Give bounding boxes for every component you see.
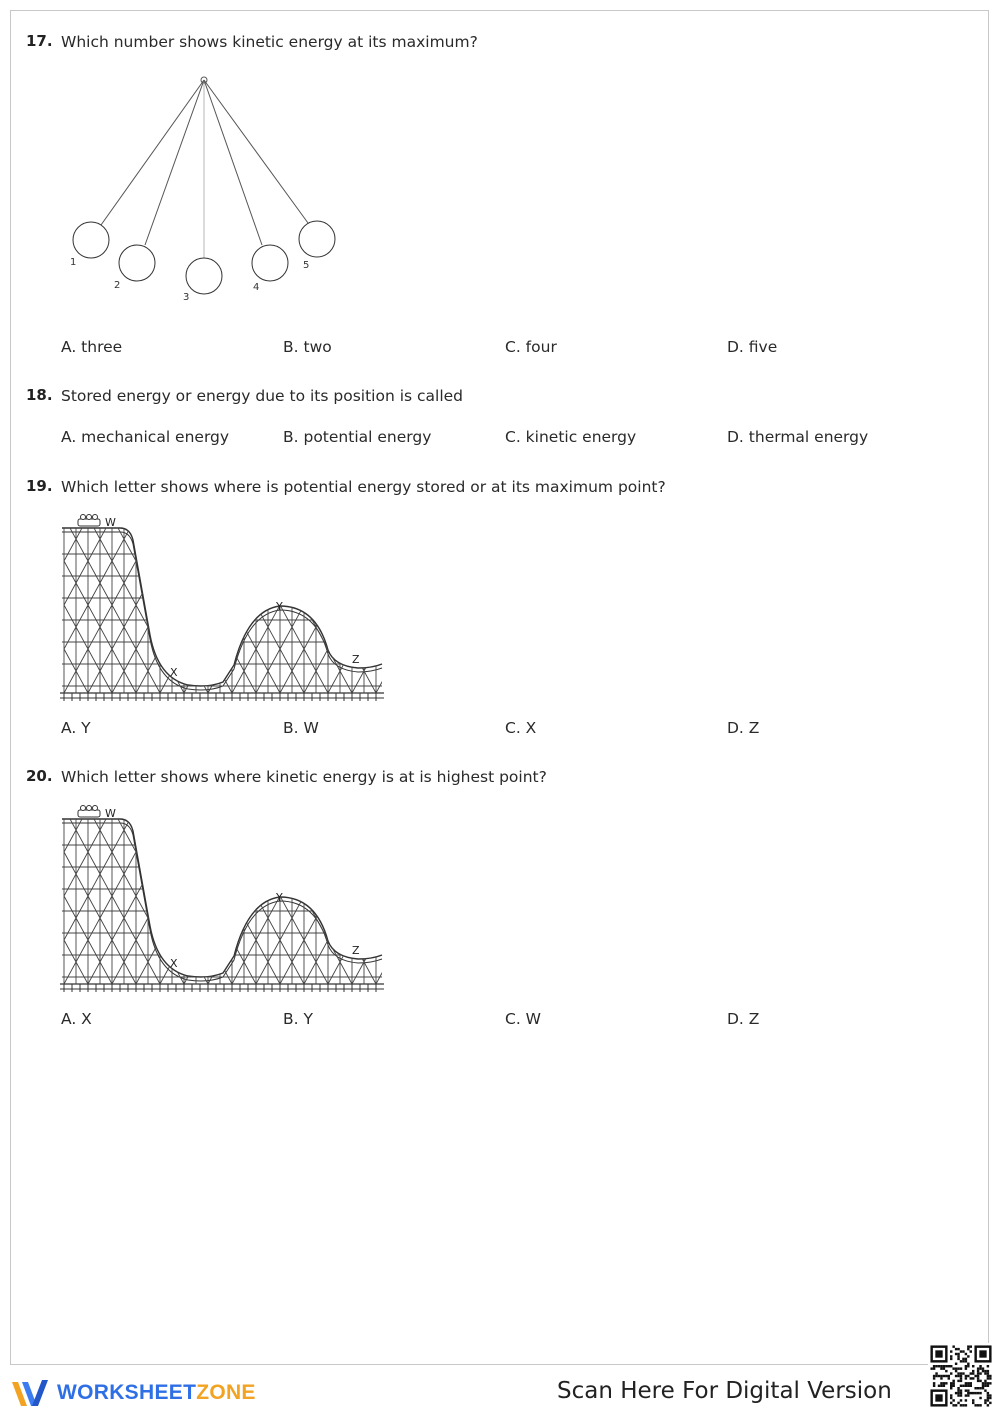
option-c[interactable]: C. X xyxy=(505,719,537,737)
question-text: Which letter shows where kinetic energy is at is highest point? xyxy=(61,768,547,786)
logo-wordmark xyxy=(57,1381,256,1405)
question-text: Stored energy or energy due to its position is called xyxy=(61,387,464,405)
option-d[interactable]: D. thermal energy xyxy=(727,428,869,446)
question-text: Which letter shows where is potential energy stored or at its maximum point? xyxy=(61,478,666,496)
option-d[interactable]: D. Z xyxy=(727,719,760,737)
coaster-label-y: Y xyxy=(276,600,283,613)
option-a[interactable]: A. three xyxy=(61,338,123,356)
option-b[interactable]: B. two xyxy=(283,338,332,356)
option-c[interactable]: C. W xyxy=(505,1010,542,1028)
option-a[interactable]: A. X xyxy=(61,1010,92,1028)
answer-options-20 xyxy=(61,1010,961,1032)
logo-word-worksheet: WORKSHEET xyxy=(57,1381,197,1404)
worksheetzone-logo[interactable] xyxy=(10,1376,270,1410)
option-c[interactable]: C. kinetic energy xyxy=(505,428,637,446)
option-a[interactable]: A. mechanical energy xyxy=(61,428,230,446)
coaster-label-y: Y xyxy=(276,891,283,904)
scan-instruction: Scan Here For Digital Version xyxy=(557,1378,892,1404)
coaster-label-x: X xyxy=(170,957,178,970)
option-a[interactable]: A. Y xyxy=(61,719,91,737)
answer-options-18 xyxy=(61,428,961,450)
logo-word-zone: ZONE xyxy=(196,1381,256,1404)
pendulum-bob-1 xyxy=(73,222,109,258)
option-d[interactable]: D. Z xyxy=(727,1010,760,1028)
pendulum-figure xyxy=(60,72,350,307)
pendulum-label-3: 3 xyxy=(183,292,190,303)
coaster-label-z: Z xyxy=(352,653,360,666)
pendulum-label-2: 2 xyxy=(114,280,121,291)
option-c[interactable]: C. four xyxy=(505,338,557,356)
question-number: 19. xyxy=(26,477,53,495)
coaster-label-w: W xyxy=(105,516,116,529)
question-number: 20. xyxy=(26,767,53,785)
pendulum-bob-3 xyxy=(186,258,222,294)
pendulum-label-1: 1 xyxy=(70,257,77,268)
roller-coaster-figure xyxy=(58,801,388,997)
option-d[interactable]: D. five xyxy=(727,338,778,356)
option-b[interactable]: B. potential energy xyxy=(283,428,432,446)
coaster-label-x: X xyxy=(170,666,178,679)
question-text: Which number shows kinetic energy at its maximum? xyxy=(61,33,478,51)
answer-options-17 xyxy=(61,338,961,360)
question-number: 18. xyxy=(26,386,53,404)
pendulum-bob-2 xyxy=(119,245,155,281)
option-b[interactable]: B. W xyxy=(283,719,319,737)
coaster-label-z: Z xyxy=(352,944,360,957)
pendulum-label-5: 5 xyxy=(303,260,310,271)
answer-options-19 xyxy=(61,719,961,741)
coaster-label-w: W xyxy=(105,807,116,820)
pendulum-bob-4 xyxy=(252,245,288,281)
pendulum-label-4: 4 xyxy=(253,282,260,293)
option-b[interactable]: B. Y xyxy=(283,1010,313,1028)
roller-coaster-figure xyxy=(58,510,388,706)
worksheetzone-w-logo-icon xyxy=(10,1376,52,1410)
pendulum-bob-5 xyxy=(299,221,335,257)
question-number: 17. xyxy=(26,32,53,50)
qr-code-icon[interactable] xyxy=(928,1343,994,1409)
